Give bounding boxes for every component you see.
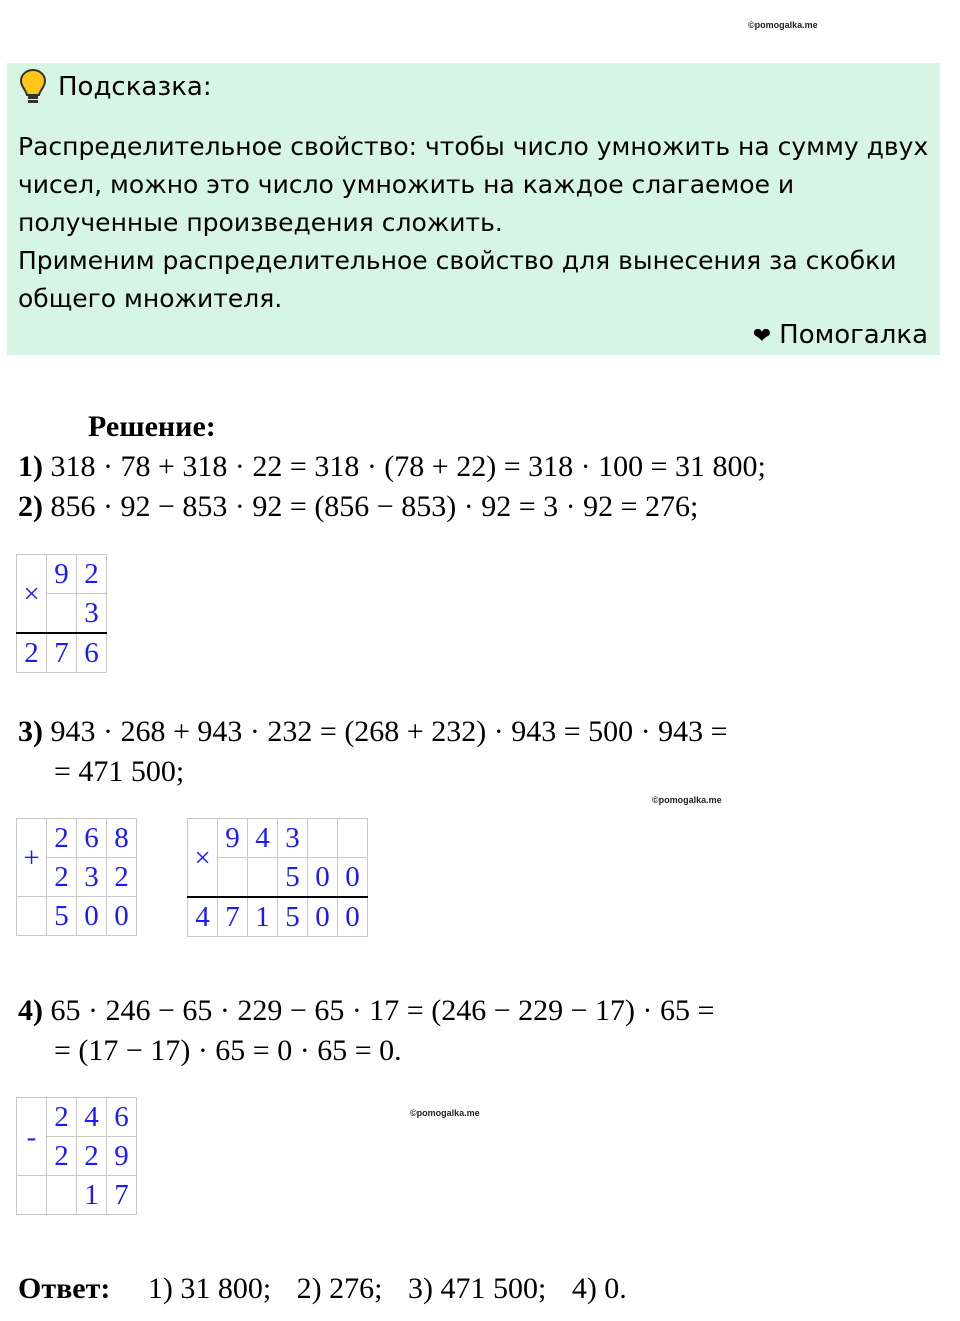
solution-item-4: 4) 65 · 246 − 65 · 229 − 65 · 17 = (246 − 229 − 17) · 65 = (18, 994, 715, 1027)
watermark: ©pomogalka.me (652, 795, 722, 805)
hint-definition: : чтобы число умножить на сумму двух чисел, можно это число умножить на каждое слагаемое и полученные произведения сложить. (18, 132, 929, 237)
answer-item: 4) 0. (571, 1272, 627, 1305)
column-multiplication-92x3: × 9 2 3 2 7 6 (16, 554, 107, 673)
column-multiplication-943x500: × 9 4 3 5 0 0 4 7 1 5 0 0 (187, 818, 368, 937)
column-addition-268-232: + 2 6 8 2 3 2 5 0 0 (16, 818, 137, 936)
solution-item-4-cont: = (17 − 17) · 65 = 0 · 65 = 0. (54, 1034, 402, 1067)
solution-item-3: 3) 943 · 268 + 943 · 232 = (268 + 232) · 943 = 500 · 943 = (18, 715, 728, 748)
footer-label: Помогалка (779, 320, 928, 350)
lightbulb-icon (18, 68, 48, 106)
hint-application: Применим распределительное свойство для вынесения за скобки общего множителя. (18, 246, 897, 313)
solution-heading: Решение: (88, 410, 216, 443)
answer-item: 2) 276; (296, 1272, 383, 1305)
hint-body (18, 128, 933, 318)
answer-line (18, 1272, 645, 1306)
answer-item: 1) 31 800; (147, 1272, 272, 1305)
operator: × (17, 555, 47, 634)
answer-item: 3) 471 500; (407, 1272, 547, 1305)
watermark: ©pomogalka.me (748, 20, 818, 30)
column-subtraction-246-229: - 2 4 6 2 2 9 1 7 (16, 1097, 137, 1215)
solution-item-1: 1) 318 · 78 + 318 · 22 = 318 · (78 + 22) = 318 · 100 = 31 800; (18, 450, 766, 483)
watermark: ©pomogalka.me (410, 1108, 480, 1118)
hint-term: Распределительное свойство (18, 132, 409, 161)
heart-icon: ❤ (752, 324, 772, 349)
solution-item-2: 2) 856 · 92 − 853 · 92 = (856 − 853) · 92 = 3 · 92 = 276; (18, 490, 699, 523)
hint-title: Подсказка: (58, 72, 212, 102)
hint-footer (753, 320, 928, 350)
solution-item-3-cont: = 471 500; (54, 755, 185, 788)
answer-label: Ответ: (18, 1272, 111, 1305)
